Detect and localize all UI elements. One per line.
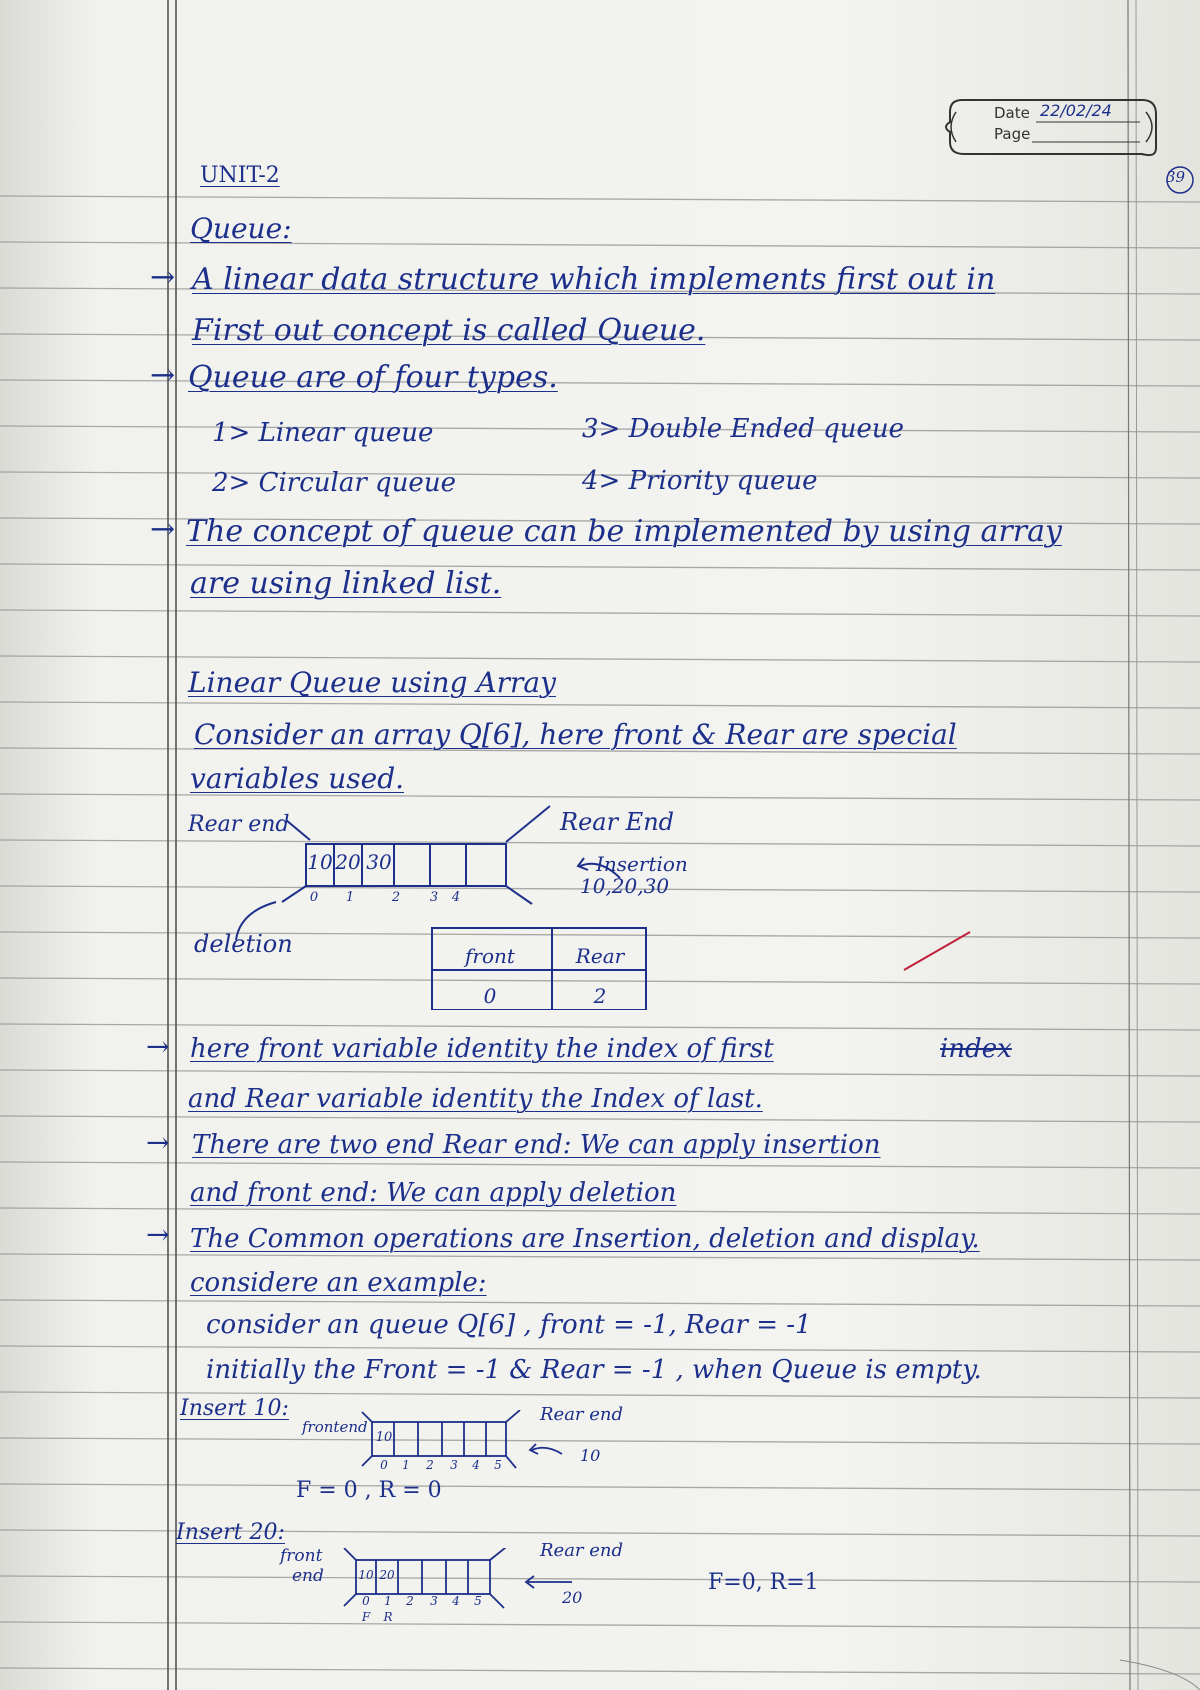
- insert-10-result: F = 0 , R = 0: [296, 1478, 442, 1503]
- table-value-front: 0: [483, 984, 497, 1008]
- queue-cell: 10: [375, 1430, 393, 1445]
- bullet-arrow: →: [150, 358, 176, 393]
- ruling-line: [0, 702, 1200, 708]
- text-line: There are two end Rear end: We can apply insertion: [192, 1130, 881, 1160]
- queue-cell: 20: [379, 1568, 395, 1582]
- ruling-line: [0, 380, 1200, 386]
- ruling-line: [0, 1254, 1200, 1260]
- text-line: initially the Front = -1 & Rear = -1 , when Queue is empty.: [206, 1355, 982, 1385]
- queue-type: 1> Linear queue: [212, 418, 434, 448]
- queue-cell: 30: [366, 850, 392, 874]
- index-label: 4: [452, 1594, 460, 1608]
- queue-cell: 20: [335, 850, 361, 874]
- text-line: and Rear variable identity the Index of last.: [188, 1084, 763, 1114]
- rear-end-right-label: Rear End: [560, 808, 675, 836]
- ruling-line: [0, 242, 1200, 248]
- rear-end-label: Rear end: [540, 1404, 624, 1425]
- insert-20-title: Insert 20:: [176, 1520, 285, 1545]
- deletion-label: deletion: [194, 930, 293, 958]
- section-heading: Linear Queue using Array: [188, 666, 556, 699]
- ruling-line: [0, 1622, 1200, 1628]
- index-label: 0: [380, 1458, 388, 1472]
- section-title: Queue:: [190, 212, 292, 245]
- bullet-arrow: →: [150, 512, 176, 547]
- index-label: 3: [430, 1594, 438, 1608]
- insert-20-result: F=0, R=1: [708, 1570, 819, 1595]
- queue-type: 2> Circular queue: [212, 468, 456, 498]
- date-label: Date: [994, 104, 1030, 122]
- ruling-line: [0, 196, 1200, 202]
- index-label: 4: [472, 1458, 480, 1472]
- unit-title: UNIT-2: [200, 163, 280, 188]
- index-label: 5: [474, 1594, 482, 1608]
- index-label: 0: [309, 890, 319, 905]
- table-header-front: front: [465, 944, 515, 968]
- end-label: end: [292, 1566, 324, 1586]
- ruling-line: [0, 1484, 1200, 1490]
- ruling-line: [0, 564, 1200, 570]
- bullet-arrow: →: [150, 260, 176, 295]
- struck-word: index: [940, 1034, 1012, 1064]
- rear-marker: R: [383, 1610, 393, 1624]
- red-mark: [900, 926, 980, 976]
- ruling-line: [0, 610, 1200, 616]
- text-line: The Common operations are Insertion, deletion and display.: [190, 1224, 980, 1254]
- ruling-line: [0, 656, 1200, 662]
- front-label: front: [280, 1546, 323, 1566]
- queue-type: 3> Double Ended queue: [582, 414, 905, 444]
- rear-end-label: Rear end: [540, 1540, 624, 1561]
- text-line: are using linked list.: [190, 566, 502, 601]
- index-label: 1: [402, 1458, 410, 1472]
- index-label: 3: [450, 1458, 458, 1472]
- insertion-label: Insertion: [596, 852, 688, 876]
- ruling-line: [0, 1668, 1200, 1674]
- table-header-rear: Rear: [575, 944, 625, 968]
- text-line: considere an example:: [190, 1268, 487, 1298]
- bullet-arrow: →: [146, 1126, 170, 1159]
- index-label: 4: [451, 890, 461, 905]
- bullet-arrow: →: [146, 1030, 170, 1063]
- text-line: here front variable identity the index of first: [190, 1034, 774, 1064]
- inserted-value: 10: [580, 1446, 601, 1465]
- text-line: consider an queue Q[6] , front = -1, Rear = -1: [206, 1310, 812, 1340]
- index-label: 1: [384, 1594, 392, 1608]
- index-label: 2: [391, 890, 401, 905]
- index-label: 1: [345, 890, 355, 905]
- ruling-line: [0, 1024, 1200, 1030]
- queue-cell: 10: [358, 1568, 374, 1582]
- ruling-line: [0, 1208, 1200, 1214]
- index-label: 5: [494, 1458, 502, 1472]
- ruling-line: [0, 1070, 1200, 1076]
- bullet-arrow: →: [146, 1218, 170, 1251]
- insert-10-title: Insert 10:: [180, 1396, 289, 1421]
- ruling-line: [0, 1162, 1200, 1168]
- ruling-line: [0, 1116, 1200, 1122]
- page-number: 39: [1166, 168, 1186, 186]
- ruling-line: [0, 1300, 1200, 1306]
- date-value: 22/02/24: [1040, 101, 1112, 120]
- index-label: 2: [426, 1458, 434, 1472]
- table-value-rear: 2: [593, 984, 607, 1008]
- page-label: Page: [994, 125, 1031, 143]
- date-page-stamp: [942, 92, 1160, 162]
- text-line: Consider an array Q[6], here front & Rear are special: [194, 718, 957, 751]
- rear-end-left-label: Rear end: [188, 812, 290, 837]
- ruling-line: [0, 1346, 1200, 1352]
- front-marker: F: [361, 1610, 371, 1624]
- text-line: and front end: We can apply deletion: [190, 1178, 677, 1208]
- text-line: Queue are of four types.: [188, 360, 558, 395]
- text-line: variables used.: [190, 762, 405, 795]
- index-label: 3: [429, 890, 439, 905]
- queue-type: 4> Priority queue: [582, 466, 818, 496]
- inserted-value: 20: [562, 1588, 583, 1607]
- queue-cell: 10: [307, 850, 333, 874]
- text-line: First out concept is called Queue.: [192, 313, 706, 348]
- insertion-values: 10,20,30: [580, 874, 670, 898]
- text-line: A linear data structure which implements first out in: [192, 262, 996, 297]
- text-line: The concept of queue can be implemented by using array: [186, 514, 1062, 549]
- front-end-label: frontend: [302, 1418, 368, 1436]
- index-label: 2: [406, 1594, 414, 1608]
- index-label: 0: [362, 1594, 370, 1608]
